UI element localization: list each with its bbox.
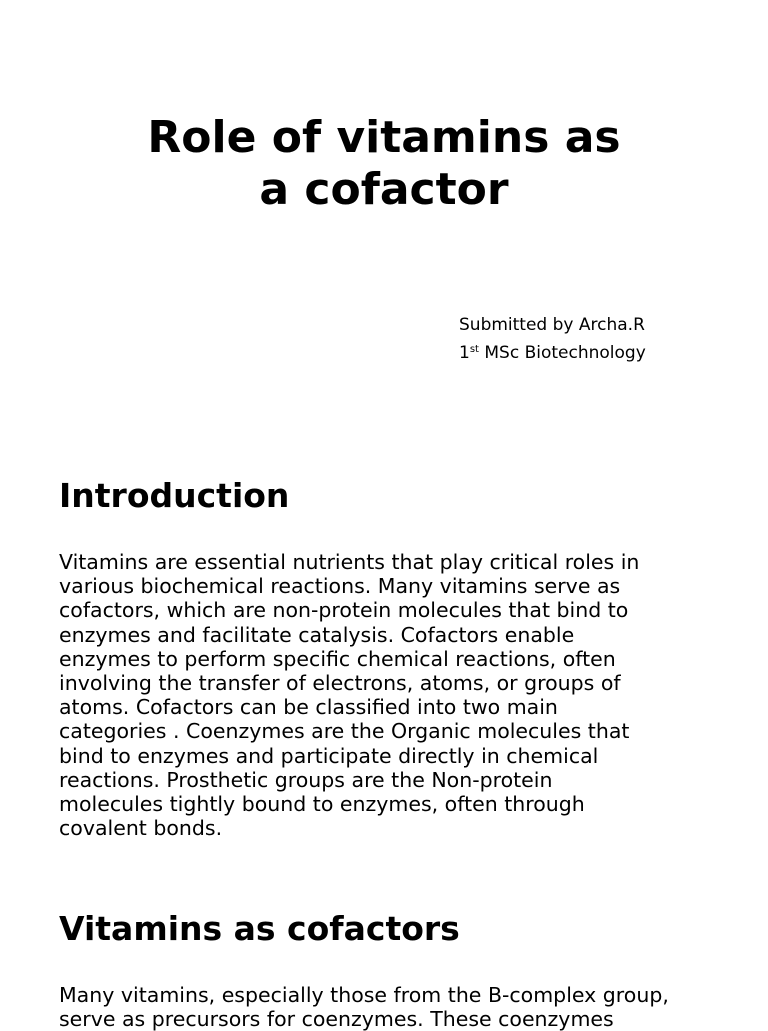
title-line-1: Role of vitamins as (147, 112, 621, 163)
title-line-2: a cofactor (259, 164, 509, 215)
intro-line: reactions. Prosthetic groups are the Non-protein (59, 767, 553, 792)
year-suffix: st (469, 344, 479, 355)
submitted-by-line: Submitted by Archa.R (459, 315, 645, 335)
year-number: 1 (459, 343, 470, 363)
intro-line: categories . Coenzymes are the Organic molecules that (59, 719, 630, 744)
vitamins-line: serve as precursors for coenzymes. These coenzymes (59, 1007, 614, 1031)
intro-line: atoms. Cofactors can be classified into two main (59, 695, 558, 720)
submission-info (459, 311, 646, 367)
introduction-heading: Introduction (59, 476, 290, 515)
vitamins-line: Many vitamins, especially those from the B-complex group, (59, 983, 669, 1007)
document-title (0, 112, 768, 216)
program-line (459, 339, 646, 367)
intro-line: various biochemical reactions. Many vitamins serve as (59, 574, 621, 599)
intro-line: bind to enzymes and participate directly in chemical (59, 743, 599, 768)
intro-line: Vitamins are essential nutrients that play critical roles in (59, 550, 640, 574)
intro-line: involving the transfer of electrons, atoms, or groups of (59, 671, 621, 696)
intro-line: enzymes to perform specific chemical reactions, often (59, 646, 616, 671)
introduction-paragraph (59, 550, 719, 840)
intro-line: enzymes and facilitate catalysis. Cofactors enable (59, 622, 575, 647)
intro-line: cofactors, which are non-protein molecules that bind to (59, 598, 629, 623)
intro-line: molecules tightly bound to enzymes, often through (59, 792, 585, 817)
program-name: MSc Biotechnology (478, 343, 646, 363)
intro-line: covalent bonds. (59, 816, 223, 841)
vitamins-as-cofactors-heading: Vitamins as cofactors (59, 909, 460, 948)
